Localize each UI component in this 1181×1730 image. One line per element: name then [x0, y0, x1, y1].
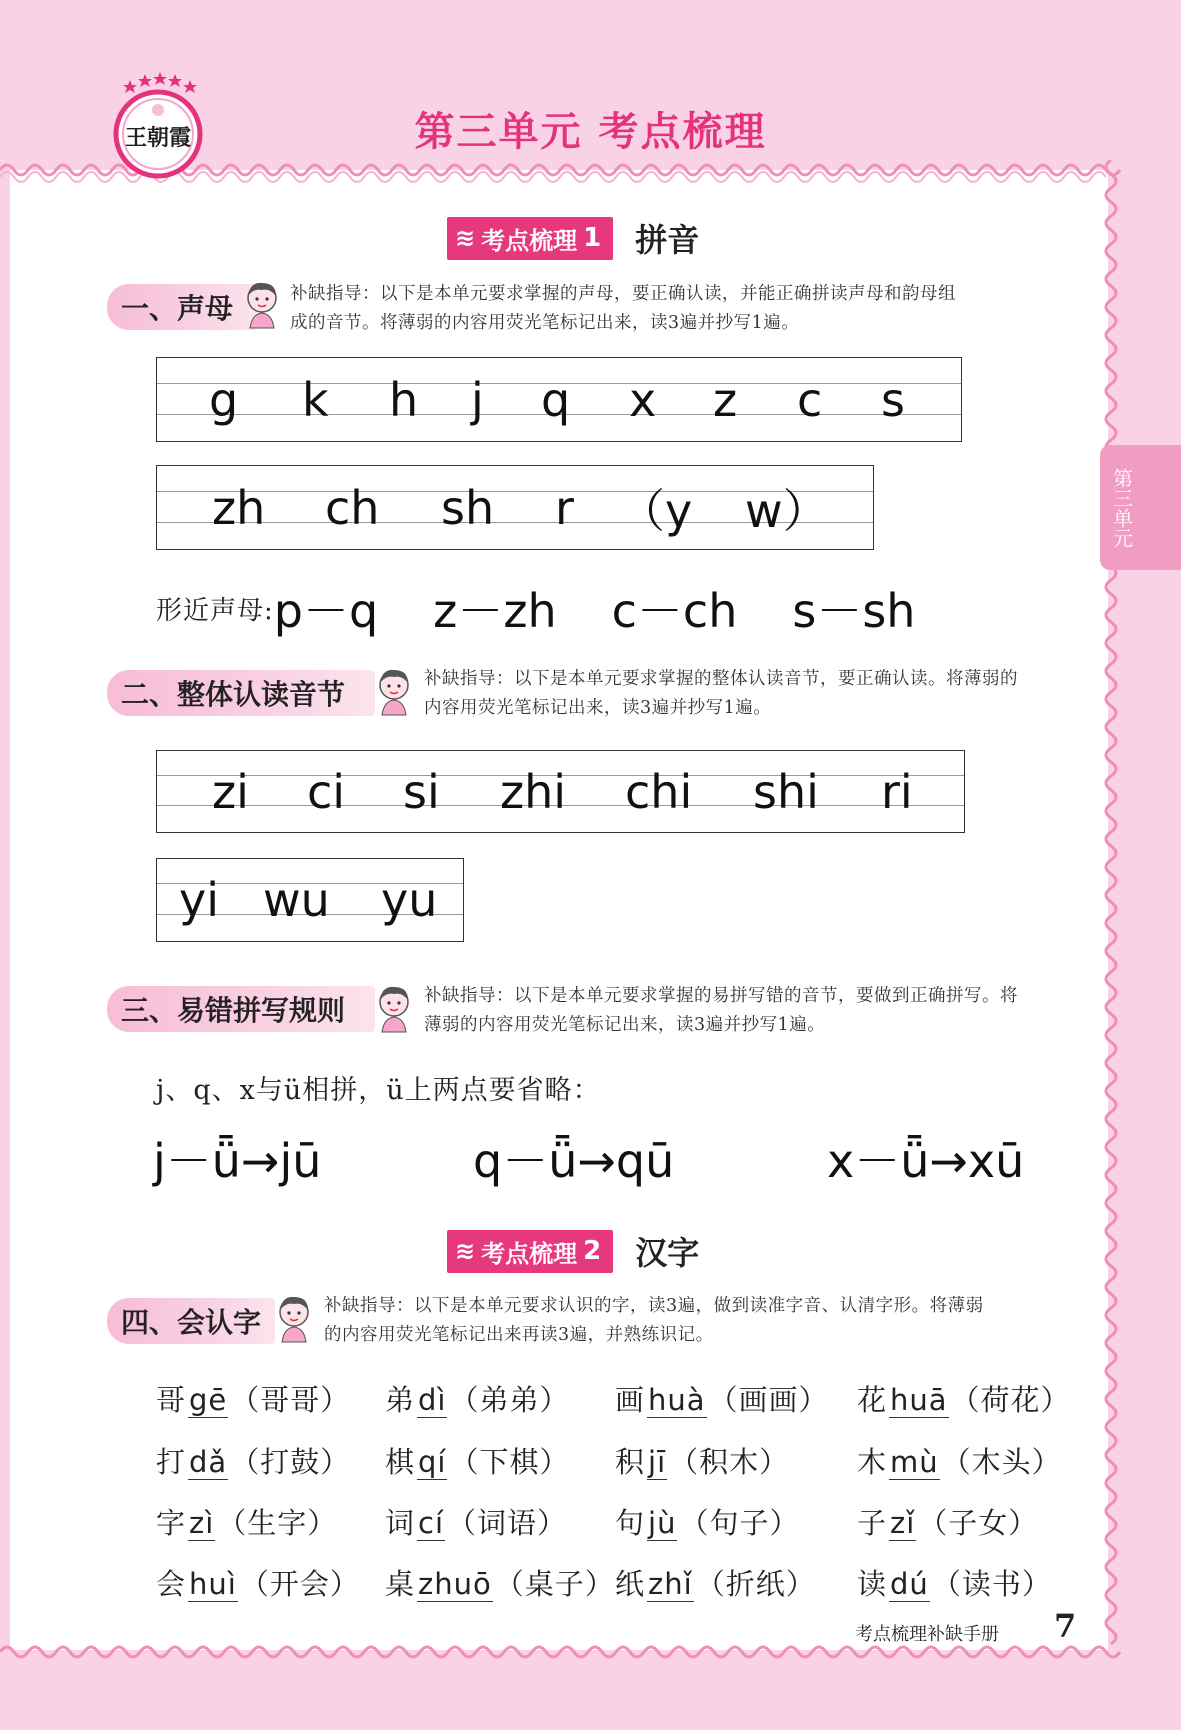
char-item — [615, 1440, 789, 1481]
footer-book-title: 考点梳理补缺手册 — [855, 1624, 999, 1645]
initial-z: z — [713, 372, 738, 427]
char-item — [615, 1501, 799, 1542]
char-word: （折纸） — [695, 1567, 816, 1601]
char: 画 — [615, 1383, 646, 1417]
syllables-row-2 — [156, 858, 464, 942]
syllables-row-1 — [156, 750, 965, 833]
char-item — [857, 1562, 1052, 1603]
char-pinyin: jù — [648, 1506, 677, 1540]
girl-icon — [372, 982, 416, 1034]
char: 词 — [385, 1506, 416, 1540]
syllable-yi: yi — [179, 873, 220, 927]
similar-pair-s-sh: s－sh — [792, 584, 916, 638]
char-item — [857, 1440, 1062, 1481]
char-item — [385, 1440, 570, 1481]
initial-j: j — [471, 372, 484, 427]
char: 子 — [857, 1506, 888, 1540]
initial-c: c — [797, 372, 823, 427]
initial-x: x — [629, 372, 657, 427]
similar-pair-c-ch: c－ch — [611, 584, 738, 638]
char-pinyin: qí — [418, 1445, 447, 1479]
initial-q: q — [541, 372, 571, 427]
char-pinyin: huì — [189, 1567, 237, 1601]
initial-k: k — [302, 372, 329, 427]
initial-h: h — [389, 372, 419, 427]
initial-r: r — [555, 480, 574, 535]
char-item — [615, 1378, 829, 1419]
syllable-zhi: zhi — [500, 764, 567, 819]
kd2-badge-number: 2 — [583, 1236, 602, 1266]
char-word: （词语） — [447, 1506, 568, 1540]
section-4-guide-line-2: 的内容用荧光笔标记出来再读3遍，并熟练识记。 — [324, 1325, 714, 1345]
char-pinyin: huà — [648, 1383, 706, 1417]
char-pinyin: jī — [648, 1445, 667, 1479]
syllable-yu: yu — [381, 873, 438, 927]
char: 打 — [156, 1445, 187, 1479]
section-4-guide — [324, 1292, 984, 1350]
similar-initials-label: 形近声母: — [156, 595, 274, 626]
char-word: （荷花） — [950, 1383, 1071, 1417]
page-title: 第三单元 考点梳理 — [414, 109, 767, 155]
char-pinyin: zǐ — [890, 1506, 916, 1540]
char-pinyin: zhuō — [418, 1567, 492, 1601]
rule-example-x: x－ǖ→xū — [827, 1134, 1025, 1188]
kd1-badge-number: 1 — [583, 223, 602, 253]
char-word: （下棋） — [449, 1445, 570, 1479]
char-word: （读书） — [931, 1567, 1052, 1601]
initial-s: s — [881, 372, 905, 427]
kd2-badge — [447, 1230, 613, 1273]
initial-zh: zh — [212, 480, 266, 535]
section-1-guide — [290, 280, 956, 338]
initial-ch: ch — [325, 480, 380, 535]
similar-pair-p-q: p－q — [273, 584, 379, 638]
girl-icon — [272, 1292, 316, 1344]
wave-lines-icon: ≋ — [455, 224, 476, 252]
section-4-guide-line-1: 补缺指导：以下是本单元要求认识的字，读3遍，做到读准字音、认清字形。将薄弱 — [324, 1296, 984, 1316]
kd1-title: 拼音 — [635, 221, 700, 259]
initials-row-2 — [156, 465, 874, 550]
char-word: （画画） — [708, 1383, 829, 1417]
char: 花 — [857, 1383, 888, 1417]
char-word: （打鼓） — [230, 1445, 351, 1479]
side-tab-unit: 第三单元 — [1100, 445, 1181, 570]
char-word: （开会） — [239, 1567, 360, 1601]
char: 读 — [857, 1567, 888, 1601]
char-word: （生字） — [217, 1506, 338, 1540]
syllable-si: si — [403, 764, 440, 819]
girl-icon — [240, 278, 284, 330]
char-pinyin: cí — [418, 1506, 445, 1540]
kd1-header — [447, 215, 699, 261]
girl-icon — [372, 665, 416, 717]
section-1-guide-line-2: 成的音节。将薄弱的内容用荧光笔标记出来，读3遍并抄写1遍。 — [290, 313, 800, 333]
rule-example-j: j－ǖ→jū — [153, 1134, 322, 1188]
char: 木 — [857, 1445, 888, 1479]
char-pinyin: huā — [890, 1383, 948, 1417]
char-pinyin: dú — [890, 1567, 929, 1601]
char: 哥 — [156, 1383, 187, 1417]
section-2-guide — [424, 665, 1018, 723]
char-word: （积木） — [669, 1445, 790, 1479]
char: 积 — [615, 1445, 646, 1479]
char: 桌 — [385, 1567, 416, 1601]
char-item — [857, 1501, 1038, 1542]
initial-w: w） — [745, 483, 829, 538]
char-pinyin: dǎ — [189, 1445, 228, 1479]
char-item — [615, 1562, 816, 1603]
similar-pair-z-zh: z－zh — [433, 584, 557, 638]
syllable-shi: shi — [753, 764, 819, 819]
page-number: 7 — [1054, 1607, 1077, 1645]
char: 字 — [156, 1506, 187, 1540]
char-word: （木头） — [941, 1445, 1062, 1479]
char-item — [385, 1378, 570, 1419]
char-item — [385, 1562, 615, 1603]
char-pinyin: gē — [189, 1383, 228, 1417]
section-2-guide-line-2: 内容用荧光笔标记出来，读3遍并抄写1遍。 — [424, 698, 772, 718]
initials-row-1 — [156, 357, 962, 442]
char-item — [156, 1562, 360, 1603]
char-item — [857, 1378, 1071, 1419]
wave-lines-icon: ≋ — [455, 1237, 476, 1265]
wave-border-right — [1096, 160, 1126, 1660]
section-4-label: 四、会认字 — [107, 1298, 275, 1344]
char-word: （句子） — [679, 1506, 800, 1540]
char-pinyin: dì — [418, 1383, 447, 1417]
char-pinyin: mù — [890, 1445, 939, 1479]
initial-sh: sh — [441, 480, 495, 535]
char-item — [385, 1501, 567, 1542]
syllable-ci: ci — [307, 764, 346, 819]
section-1-guide-line-1: 补缺指导：以下是本单元要求掌握的声母，要正确认读，并能正确拼读声母和韵母组 — [290, 284, 956, 304]
kd2-badge-label: 考点梳理 — [481, 1239, 578, 1268]
char: 会 — [156, 1567, 187, 1601]
section-3-label: 三、易错拼写规则 — [107, 986, 375, 1032]
initial-y: （y — [619, 483, 693, 538]
syllable-wu: wu — [263, 873, 330, 927]
char-item — [156, 1440, 350, 1481]
syllable-ri: ri — [881, 764, 913, 819]
syllable-chi: chi — [625, 764, 693, 819]
char-word: （哥哥） — [230, 1383, 351, 1417]
char-pinyin: zhǐ — [648, 1567, 693, 1601]
kd1-badge-label: 考点梳理 — [481, 226, 578, 255]
char: 句 — [615, 1506, 646, 1540]
char-item — [156, 1501, 337, 1542]
char-word: （桌子） — [494, 1567, 615, 1601]
kd1-badge — [447, 217, 613, 260]
similar-initials — [156, 575, 915, 641]
section-3-guide — [424, 982, 1018, 1040]
spelling-rule: j、q、x与ü相拼，ü上两点要省略： — [156, 1075, 601, 1106]
char-word: （弟弟） — [449, 1383, 570, 1417]
initial-g: g — [209, 372, 239, 427]
logo-name: 王朝霞 — [124, 125, 192, 151]
kd2-header — [447, 1228, 699, 1274]
char-pinyin: zì — [189, 1506, 215, 1540]
char: 弟 — [385, 1383, 416, 1417]
section-3-guide-line-1: 补缺指导：以下是本单元要求掌握的易拼写错的音节，要做到正确拼写。将 — [424, 986, 1018, 1006]
char-item — [156, 1378, 350, 1419]
char: 纸 — [615, 1567, 646, 1601]
char: 棋 — [385, 1445, 416, 1479]
char-word: （子女） — [918, 1506, 1039, 1540]
syllable-zi: zi — [212, 764, 249, 819]
kd2-title: 汉字 — [635, 1234, 700, 1272]
section-1-label: 一、声母 — [107, 284, 257, 330]
section-3-guide-line-2: 薄弱的内容用荧光笔标记出来，读3遍并抄写1遍。 — [424, 1015, 826, 1035]
rule-example-q: q－ǖ→qū — [473, 1134, 675, 1188]
section-2-label: 二、整体认读音节 — [107, 670, 375, 716]
section-2-guide-line-1: 补缺指导：以下是本单元要求掌握的整体认读音节，要正确认读。将薄弱的 — [424, 669, 1018, 689]
